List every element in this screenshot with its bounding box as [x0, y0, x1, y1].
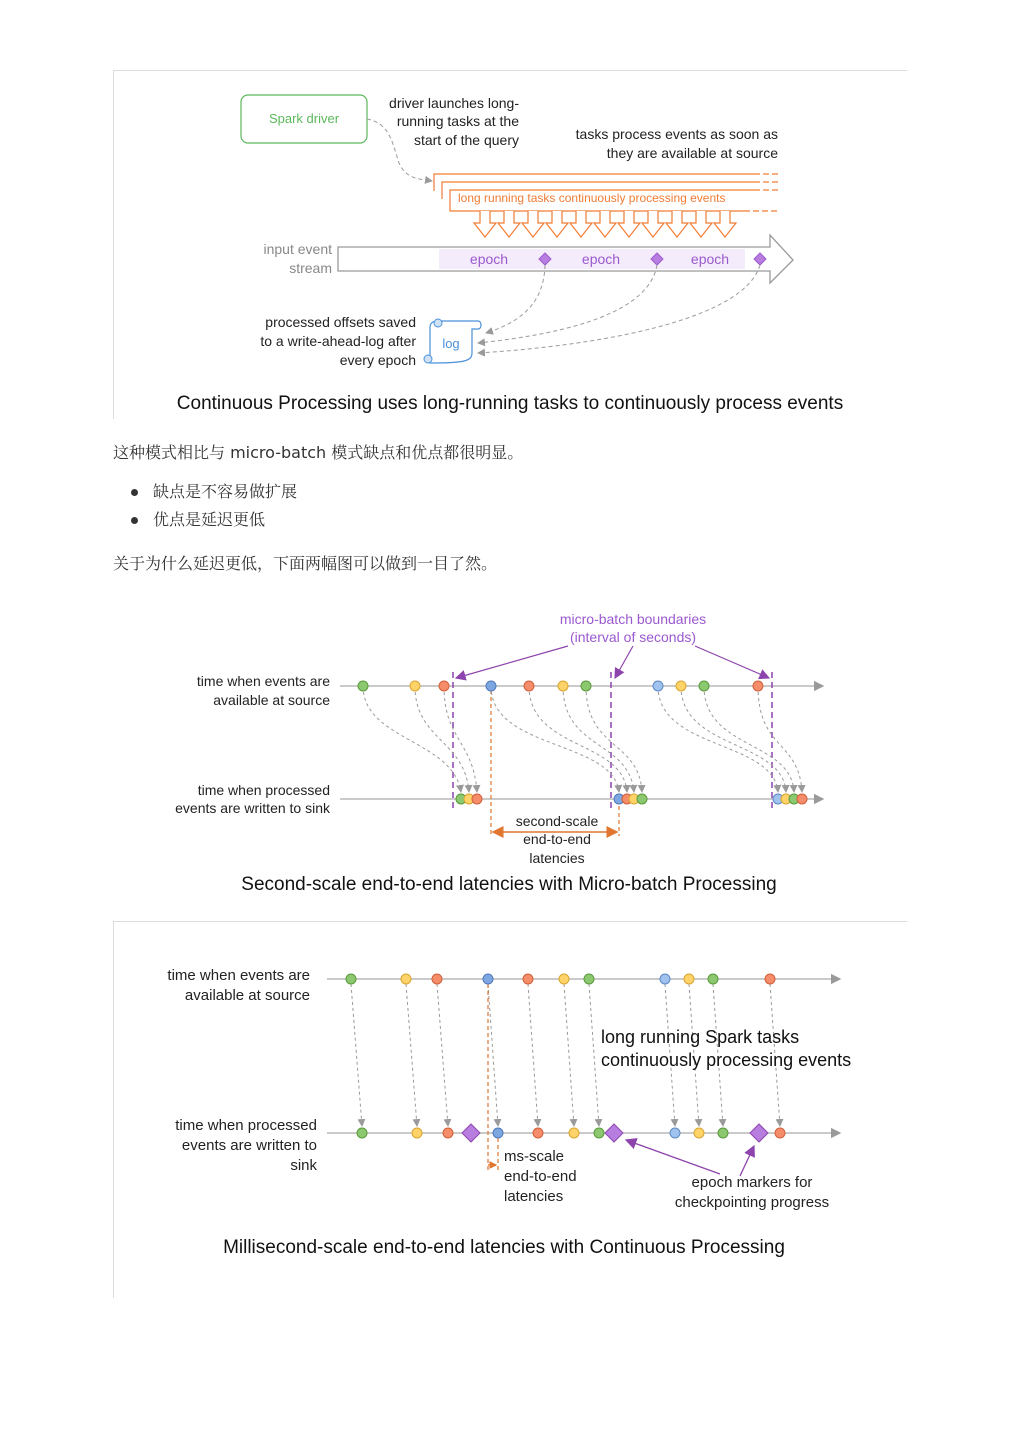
stream-label-line2: stream	[289, 260, 332, 276]
tasks-label-line1: long running Spark tasks	[601, 1027, 800, 1047]
figure2-caption: Second-scale end-to-end latencies with Micro-batch Processing	[241, 874, 777, 895]
epoch-label-3: epoch	[690, 251, 730, 267]
figure3-caption: Millisecond-scale end-to-end latencies with Continuous Processing	[223, 1237, 785, 1258]
epoch-marker	[750, 1124, 768, 1142]
list-item-text: 缺点是不容易做扩展	[153, 482, 298, 501]
spark-driver-label: Spark driver	[268, 111, 340, 126]
list-item	[113, 506, 297, 534]
sink-label-line1: time when processed	[175, 1117, 317, 1134]
boundaries-label-line2: (interval of seconds)	[569, 629, 697, 645]
continuous-processing-figure	[113, 70, 907, 419]
sink-label-line2: events are written to	[181, 1137, 317, 1154]
list-item-text: 优点是延迟更低	[153, 510, 266, 529]
epoch-label-2: epoch	[581, 251, 621, 267]
offsets-note-line3: every epoch	[339, 352, 416, 368]
epoch-marker	[462, 1124, 480, 1142]
source-label-line2: available at source	[213, 692, 330, 708]
sink-label-line1: time when processed	[197, 782, 330, 798]
latency-label-line3: latencies	[529, 850, 585, 866]
offsets-note-line2: to a write-ahead-log after	[260, 333, 416, 349]
continuous-latency-figure	[113, 921, 907, 1298]
tasks-note-line2: they are available at source	[606, 145, 778, 161]
paragraph-intro-figures: 关于为什么延迟更低，下面两幅图可以做到一目了然。	[113, 554, 498, 573]
tasks-label-line2: continuously processing events	[601, 1050, 852, 1070]
stream-label-line1: input event	[263, 241, 332, 257]
sink-label-line2: events are written to sink	[175, 800, 330, 816]
epoch-label-1: epoch	[469, 251, 509, 267]
epoch-marker	[605, 1124, 623, 1142]
driver-note-line3: start of the query	[413, 132, 519, 148]
latency-label-line2: end-to-end	[523, 831, 591, 847]
paragraph-tradeoffs: 这种模式相比与 micro-batch 模式缺点和优点都很明显。	[113, 443, 524, 462]
offsets-note-line1: processed offsets saved	[265, 314, 416, 330]
tasks-note-line1: tasks process events as soon as	[575, 126, 778, 142]
epoch-note-line1: epoch markers for	[691, 1174, 813, 1191]
list-item	[113, 478, 297, 506]
latency-label-line2: end-to-end	[504, 1168, 577, 1185]
driver-note-line1: driver launches long-	[389, 95, 519, 111]
sink-label-line3: sink	[290, 1157, 317, 1174]
figure1-caption: Continuous Processing uses long-running tasks to continuously process events	[176, 393, 844, 414]
epoch-note-line2: checkpointing progress	[674, 1194, 830, 1211]
source-label-line2: available at source	[184, 987, 310, 1004]
bullet-icon	[131, 489, 138, 496]
source-label-line1: time when events are	[167, 967, 310, 984]
latency-label-line1: second-scale	[515, 813, 599, 829]
bullet-icon	[131, 517, 138, 524]
latency-label-line3: latencies	[504, 1188, 564, 1205]
driver-note-line2: running tasks at the	[396, 113, 519, 129]
micro-batch-latency-figure	[113, 600, 906, 905]
boundaries-label-line1: micro-batch boundaries	[559, 611, 707, 627]
latency-label-line1: ms-scale	[504, 1148, 565, 1165]
spark-driver-box	[241, 95, 367, 143]
source-label-line1: time when events are	[196, 673, 330, 689]
tasks-label: long running tasks continuously processing events	[458, 191, 726, 205]
tradeoff-list	[113, 478, 297, 534]
log-label: log	[442, 336, 460, 351]
log-scroll-icon	[424, 319, 481, 363]
